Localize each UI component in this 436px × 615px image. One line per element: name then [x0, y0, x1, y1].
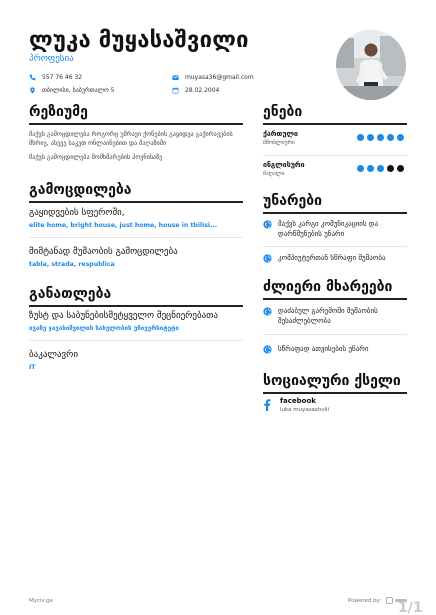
social-item[interactable] — [263, 397, 407, 421]
skill-text: მაქვს კარგი კომუნიკაციის და დარწმუნების უნარი — [278, 220, 379, 238]
social-network: facebook — [280, 397, 316, 405]
education-rule — [29, 305, 243, 307]
experience-item — [29, 208, 243, 229]
language-row — [263, 161, 407, 183]
social-section — [263, 397, 407, 423]
experience-section — [29, 208, 243, 268]
rating-dot-filled — [377, 134, 384, 141]
summary-heading: რეზიუმე — [29, 104, 88, 120]
item-divider — [29, 340, 243, 341]
strengths-heading: ძლიერი მხარეები — [263, 279, 393, 295]
phone-number: 557 76 46 32 — [42, 74, 83, 81]
facebook-icon — [263, 399, 271, 411]
strengths-rule — [263, 298, 407, 300]
education-section — [29, 311, 243, 371]
address-text: თბილისი, საბურთალო 5 — [42, 87, 115, 94]
summary-paragraph: მაქვს გამოცდილება როგორც უმრავი ქონების გაყიდვა გაქირავების მხრივ, ასევე საკუთ ონლაინებით და მაღაზიში — [29, 131, 233, 147]
rating-dot-filled — [377, 165, 384, 172]
contact-address — [29, 87, 114, 94]
social-heading: სოციალური ქსელი — [263, 373, 401, 389]
skill-item — [263, 253, 407, 263]
summary-section — [29, 130, 243, 167]
profession-label: პროფესია — [29, 54, 74, 64]
item-divider — [263, 155, 407, 156]
location-pin-icon — [29, 87, 36, 94]
education-title: ზუსტ და საბუნებისმეტყველო მეცნიერებათა — [29, 311, 218, 321]
language-level: მაღალი — [263, 171, 285, 177]
language-row — [263, 130, 407, 152]
education-item — [29, 350, 243, 371]
page-number: 1/1 — [398, 600, 423, 615]
experience-subtitle: tabla, strada, respublica — [29, 261, 115, 268]
language-name: ქართული — [263, 130, 298, 138]
summary-rule — [29, 123, 243, 125]
languages-rule — [263, 123, 407, 125]
item-divider — [263, 246, 407, 247]
footer-site[interactable]: Myciv.ge — [29, 598, 54, 604]
globe-icon — [263, 220, 272, 229]
rating-dot-filled — [357, 165, 364, 172]
education-subtitle: IT — [29, 364, 36, 371]
experience-title: გაყიდვების სფეროში, — [29, 208, 125, 218]
strength-item — [263, 306, 407, 326]
social-rule — [263, 392, 407, 394]
experience-subtitle: elite home, bright house, just home, house in tbilisi... — [29, 222, 218, 229]
experience-title: მიმტანად მუშაობის გამოცდილება — [29, 247, 178, 257]
rating-dot-filled — [367, 134, 374, 141]
profile-photo — [336, 30, 406, 100]
candidate-name: ლუკა მუყასაშვილი — [29, 28, 249, 53]
experience-heading: გამოცდილება — [29, 182, 132, 198]
education-title: ბაკალავრი — [29, 350, 78, 360]
summary-paragraph: მაქვს გამოცდილება მომხმარების პოვნისაზე — [29, 154, 163, 161]
strength-text: დაძაბულ გარემოში მუშაობის შესაძლებლობა — [278, 307, 378, 325]
calendar-icon — [172, 87, 179, 94]
language-level: მშობლიური — [263, 140, 295, 146]
contact-phone — [29, 74, 82, 81]
education-subtitle: ივანე ჯავახიშვილის სახელობის უნივერსიტეტი — [29, 325, 179, 332]
phone-icon — [29, 74, 36, 81]
language-rating — [357, 134, 404, 141]
skills-rule — [263, 212, 407, 214]
email-icon — [172, 74, 179, 81]
globe-icon — [263, 254, 272, 263]
item-divider — [29, 237, 243, 238]
languages-section — [263, 130, 407, 186]
powered-by-label: Powered by: — [348, 598, 382, 604]
language-rating — [357, 165, 404, 172]
skills-heading: უნარები — [263, 193, 323, 209]
email-address: muyasa36@gmail.com — [185, 74, 254, 81]
skill-item — [263, 219, 407, 239]
languages-heading: ენები — [263, 104, 303, 120]
contact-block — [29, 74, 329, 98]
rating-dot-filled — [387, 134, 394, 141]
education-item — [29, 311, 243, 332]
education-heading: განათლება — [29, 286, 112, 302]
strengths-section — [263, 306, 407, 360]
rating-dot-filled — [367, 165, 374, 172]
social-username: luka muyasashvili — [280, 407, 330, 413]
globe-icon — [263, 345, 272, 354]
rating-dot-empty — [387, 165, 394, 172]
strength-item — [263, 344, 407, 354]
birthdate-text: 28.02.2004 — [185, 87, 220, 94]
rating-dot-empty — [397, 165, 404, 172]
skills-section — [263, 219, 407, 271]
contact-birthdate — [172, 87, 219, 94]
skill-text: კომპიუტერთან სწრაფი მუშაობა — [278, 254, 386, 262]
experience-item — [29, 247, 243, 268]
item-divider — [263, 334, 407, 335]
rating-dot-filled — [357, 134, 364, 141]
strength-text: სწრაფად ათვისების უნარი — [278, 345, 369, 353]
language-name: ინგლისური — [263, 161, 305, 169]
contact-email — [172, 74, 254, 81]
rating-dot-filled — [397, 134, 404, 141]
experience-rule — [29, 201, 243, 203]
globe-icon — [263, 307, 272, 316]
profile-photo-image — [336, 30, 406, 100]
